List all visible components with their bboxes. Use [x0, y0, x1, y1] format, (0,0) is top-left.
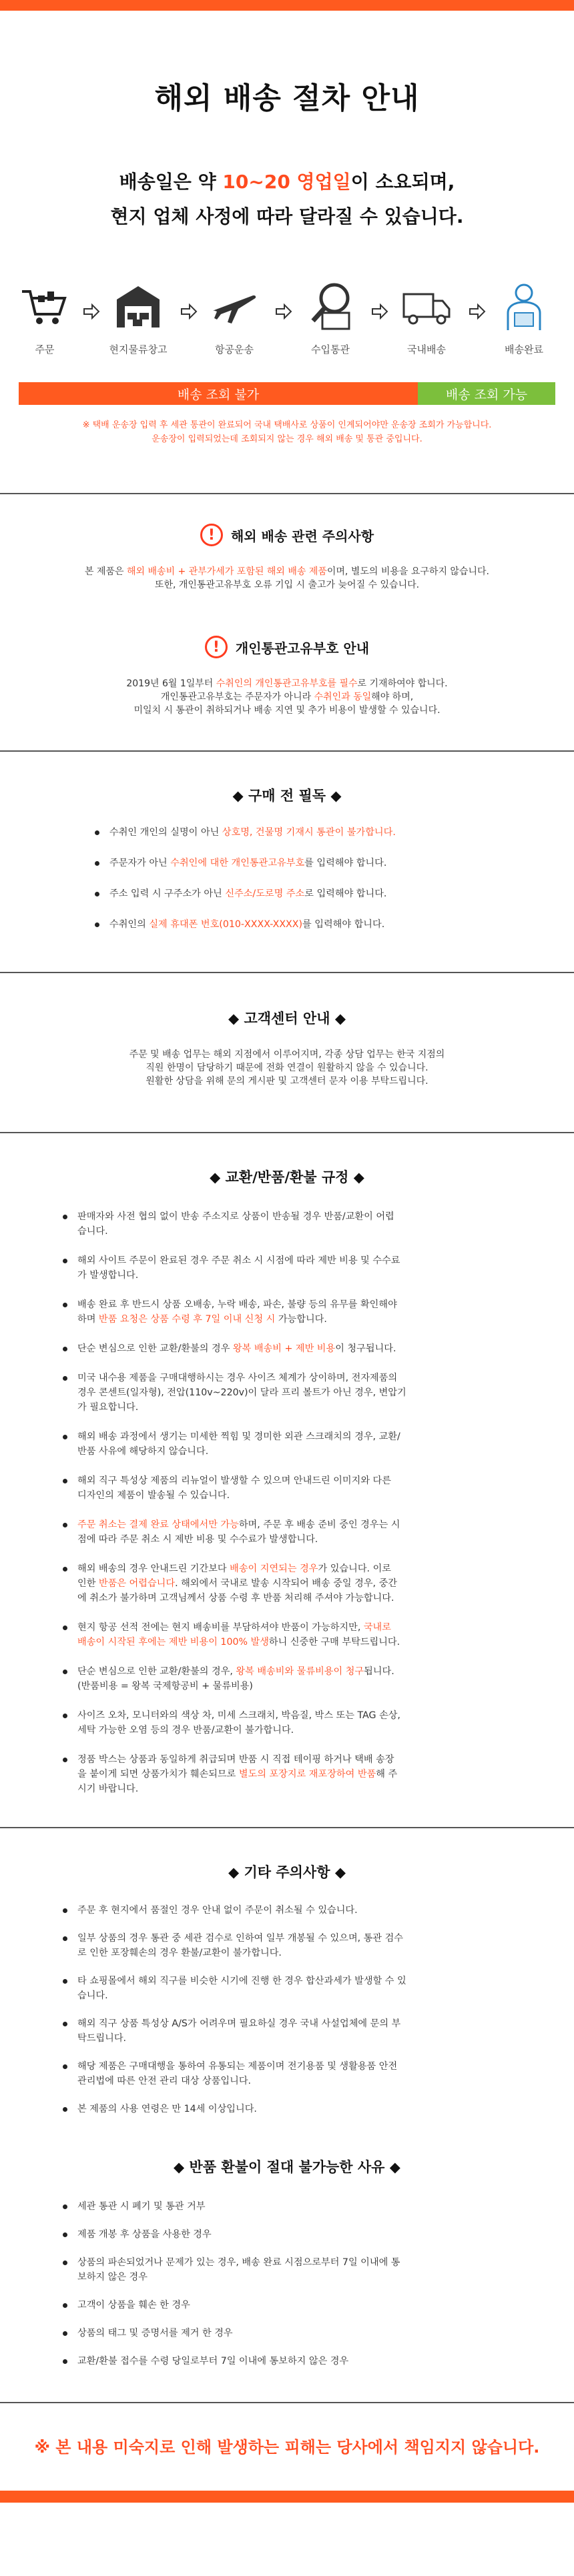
list-item: 본 제품의 사용 연령은 만 14세 이상입니다. [75, 2102, 510, 2116]
page-title: 해외 배송 절차 안내 [154, 81, 420, 115]
delivery-period-subtitle: 배송일은 약 10~20 영업일이 소요되며, 현지 업체 사정에 따라 달라질 수 있습니다. [110, 171, 464, 227]
step-warehouse: 현지물류창고 [101, 279, 175, 356]
tracking-unavailable-label: 배송 조회 불가 [19, 382, 418, 405]
list-item: 판매자와 사전 협의 없이 반송 주소지로 상품이 반송될 경우 반품/교환이 어렵 습니다. [75, 1209, 510, 1239]
arrow-right-icon [81, 302, 100, 321]
list-item: 주문 취소는 결제 완료 상태에서만 가능하며, 주문 후 배송 준비 중인 경우는 시 점에 따라 주문 취소 시 제반 비용 및 수수료가 발생합니다. [75, 1517, 510, 1547]
other-notes-list [75, 1903, 510, 2116]
tracking-status-bar [19, 382, 555, 405]
warning-icon: ! [200, 524, 223, 546]
list-item: 주문자가 아닌 수취인에 대한 개인통관고유부호를 입력해야 합니다. [107, 856, 510, 870]
list-item: 일부 상품의 경우 통관 중 세관 검수로 인하여 일부 개봉될 수 있으며, 통관 검수 로 인한 포장훼손의 경우 환불/교환이 불가합니다. [75, 1931, 510, 1960]
list-item: 세관 통관 시 폐기 및 통관 거부 [75, 2199, 510, 2214]
list-item: 배송 완료 후 반드시 상품 오배송, 누락 배송, 파손, 불량 등의 유무를 확인해야 하며 반품 요청은 상품 수령 후 7일 이내 신청 시 가능합니다. [75, 1297, 510, 1327]
list-item: 해당 제품은 구매대행을 통하여 유통되는 제품이며 전기용품 및 생활용품 안전 관리법에 따른 안전 관리 대상 상품입니다. [75, 2059, 510, 2088]
step-air-transport: 항공운송 [198, 279, 271, 356]
list-item: 사이즈 오차, 모니터와의 색상 차, 미세 스크래치, 박음질, 박스 또는 TAG 손상, 세탁 가능한 오염 등의 경우 반품/교환이 불가합니다. [75, 1708, 510, 1738]
list-item: 해외 사이트 주문이 완료된 경우 주문 취소 시 시점에 따라 제반 비용 및 수수료 가 발생합니다. [75, 1253, 510, 1283]
arrow-right-icon [370, 302, 388, 321]
list-item: 해외 배송 과정에서 생기는 미세한 찍힘 및 경미한 외관 스크래치의 경우, 교환/ 반품 사유에 해당하지 않습니다. [75, 1429, 510, 1459]
section-divider [0, 750, 574, 752]
refund-policy-heading: ◆ 교환/반품/환불 규정 ◆ [210, 1169, 364, 1185]
section-divider [0, 2402, 574, 2403]
truck-icon [400, 279, 453, 333]
list-item: 고객이 상품을 훼손 한 경우 [75, 2298, 510, 2313]
step-complete: 배송완료 [487, 279, 561, 356]
shopping-cart-icon [18, 279, 71, 333]
step-domestic-delivery: 국내배송 [390, 279, 463, 356]
warning-icon: ! [205, 636, 228, 658]
list-item: 주문 후 현지에서 품절인 경우 안내 없이 주문이 취소될 수 있습니다. [75, 1903, 510, 1918]
list-item: 교환/환불 접수를 수령 당일로부터 7일 이내에 통보하지 않은 경우 [75, 2354, 510, 2369]
list-item: 수취인의 실제 휴대폰 번호(010-XXXX-XXXX)를 입력해야 합니다. [107, 917, 510, 932]
list-item: 해외 직구 특성상 제품의 리뉴얼이 발생할 수 있으며 안내드린 이미지와 다른 디자인의 제품이 발송될 수 있습니다. [75, 1473, 510, 1503]
must-read-list [107, 825, 510, 932]
top-accent-bar [0, 0, 574, 11]
must-read-heading: ◆ 구매 전 필독 ◆ [232, 788, 342, 804]
warehouse-icon [111, 279, 165, 333]
list-item: 주소 입력 시 구주소가 아닌 신주소/도로명 주소로 입력해야 합니다. [107, 886, 510, 901]
tracking-available-label: 배송 조회 가능 [418, 382, 555, 405]
step-order: 주문 [8, 279, 81, 356]
list-item: 현지 항공 선적 전에는 현지 배송비를 부담하셔야 반품이 가능하지만, 국내로 배송이 시작된 후에는 제반 비용이 100% 발생하니 신중한 구매 부탁드립니다. [75, 1620, 510, 1650]
section-divider [0, 493, 574, 494]
arrow-right-icon [274, 302, 292, 321]
customer-center-text: 주문 및 배송 업무는 해외 지점에서 이루어지며, 각종 상담 업무는 한국 지점의 직원 한명이 담당하기 때문에 전화 연결이 원활하지 않을 수 있습니다. 원활한 상담을 위해 문의 게시판 및 고객센터 문자 이용 부탁드립니다. [129, 1049, 445, 1087]
list-item: 해외 직구 상품 특성상 A/S가 어려우며 필요하실 경우 국내 사설업체에 문의 부 탁드립니다. [75, 2016, 510, 2046]
arrow-right-icon [467, 302, 486, 321]
customer-center-heading: ◆ 고객센터 안내 ◆ [228, 1011, 346, 1027]
shipping-steps [0, 279, 574, 366]
section-divider [0, 1132, 574, 1133]
disclaimer-footer: ※ 본 내용 미숙지로 인해 발생하는 피해는 당사에서 책임지지 않습니다. [34, 2438, 540, 2457]
list-item: 미국 내수용 제품을 구매대행하시는 경우 사이즈 체계가 상이하며, 전자제품의 경우 콘센트(일자형), 전압(110v~220v)이 달라 프리 볼트가 아닌 경우, 변압기 가 필요합니다. [75, 1371, 510, 1415]
section-divider [0, 972, 574, 973]
list-item: 제품 개봉 후 상품을 사용한 경우 [75, 2227, 510, 2242]
list-item: 상품의 파손되었거나 문제가 있는 경우, 배송 완료 시점으로부터 7일 이내에 통 보하지 않은 경우 [75, 2255, 510, 2285]
non-refundable-list [75, 2199, 510, 2369]
list-item: 타 쇼핑몰에서 해외 직구를 비슷한 시기에 진행 한 경우 합산과세가 발생할 수 있 습니다. [75, 1974, 510, 2003]
other-notes-heading: ◆ 기타 주의사항 ◆ [228, 1864, 346, 1880]
list-item: 단순 변심으로 인한 교환/환불의 경우 왕복 배송비 + 제반 비용이 청구됩니다. [75, 1341, 510, 1356]
shipping-caution-section: ! 해외 배송 관련 주의사항 본 제품은 해외 배송비 + 관부가세가 포함된 해외 배송 제품이며, 별도의 비용을 요구하지 않습니다. 또한, 개인통관고유부호 오류 기입 시 출고가 늦어질 수 있습니다. [0, 524, 574, 592]
refund-policy-list [75, 1209, 510, 1796]
non-refundable-heading: ◆ 반품 환불이 절대 불가능한 사유 ◆ [174, 2159, 400, 2175]
tracking-note: ※ 택배 운송장 입력 후 세관 통관이 완료되어 국내 택배사로 상품이 인계되어야만 운송장 조회가 가능합니다. 운송장이 입력되었는데 조회되지 않는 경우 해외 배송 및 통관 중입니다. [82, 420, 492, 444]
bottom-accent-bar [0, 2491, 574, 2503]
privacy-code-section: ! 개인통관고유부호 안내 2019년 6월 1일부터 수취인의 개인통관고유부호를 필수로 기재하여야 합니다. 개인통관고유부호는 주문자가 아니라 수취인과 동일해야 하며, 미일치 시 통관이 취하되거나 배송 지연 및 추가 비용이 발생할 수 있습니다. [0, 636, 574, 717]
list-item: 정품 박스는 상품과 동일하게 취급되며 반품 시 직접 테이핑 하거나 택배 송장 을 붙이게 되면 상품가치가 훼손되므로 별도의 포장지로 재포장하여 반품해 주 시기 바랍니다. [75, 1752, 510, 1796]
airplane-icon [208, 279, 261, 333]
step-customs: 수입통관 [294, 279, 367, 356]
magnifier-icon [304, 279, 357, 333]
delivery-person-icon [497, 279, 551, 333]
list-item: 단순 변심으로 인한 교환/환불의 경우, 왕복 배송비와 물류비용이 청구됩니다. (반품비용 = 왕복 국제항공비 + 물류비용) [75, 1664, 510, 1694]
list-item: 해외 배송의 경우 안내드린 기간보다 배송이 지연되는 경우가 있습니다. 이로 인한 반품은 어렵습니다. 해외에서 국내로 발송 시작되어 배송 중일 경우, 중간 에 취소가 불가하며 고객님께서 상품 수령 후 반품 처리해 주셔야 가능합니다. [75, 1561, 510, 1605]
arrow-right-icon [179, 302, 198, 321]
list-item: 상품의 태그 및 증명서를 제거 한 경우 [75, 2326, 510, 2341]
section-divider [0, 1827, 574, 1828]
list-item: 수취인 개인의 실명이 아닌 상호명, 건물명 기재시 통관이 불가합니다. [107, 825, 510, 840]
